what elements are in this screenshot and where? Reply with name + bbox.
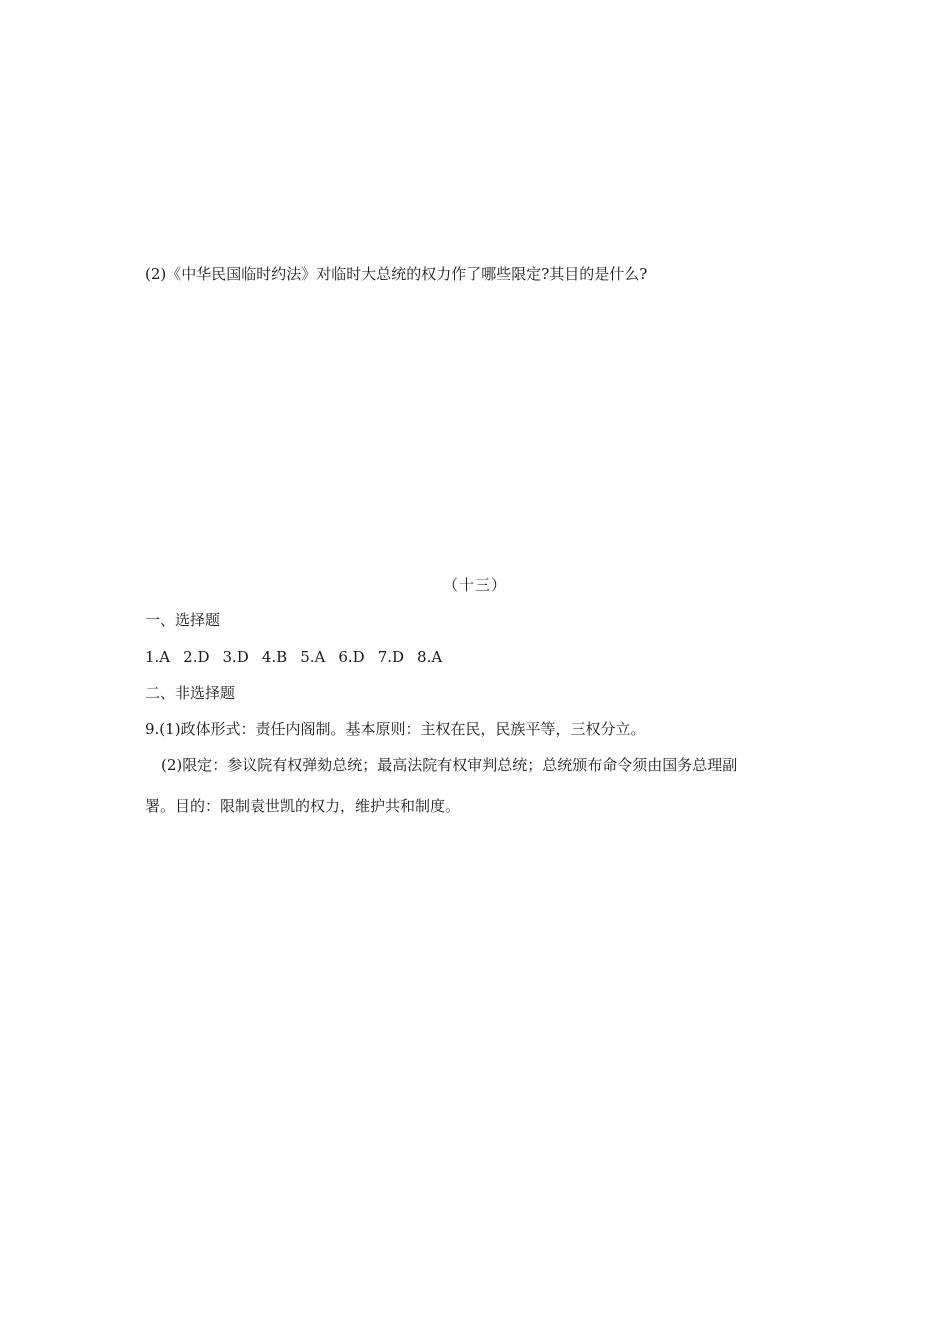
answer-item: 7.D: [377, 648, 405, 666]
answer-9-part-1: 9.(1)政体形式：责任内阁制。基本原则：主权在民，民族平等，三权分立。: [145, 720, 646, 738]
answer-9-part-2-line-2: 署。目的：限制袁世凯的权力，维护共和制度。: [145, 797, 461, 815]
answer-item: 1.A: [145, 648, 171, 666]
multiple-choice-answers: [145, 647, 442, 667]
multiple-choice-heading: 一、选择题: [145, 611, 221, 629]
answer-item: 2.D: [183, 648, 210, 666]
answer-9-part-2-line-1: (2)限定：参议院有权弹劾总统；最高法院有权审判总统；总统颁布命令须由国务总理副: [161, 756, 738, 774]
question-2-text: (2)《中华民国临时约法》对临时大总统的权力作了哪些限定?其目的是什么?: [145, 265, 648, 283]
answer-item: 3.D: [222, 648, 249, 666]
answer-item: 4.B: [261, 648, 288, 666]
answer-section-title: （十三）: [442, 576, 507, 594]
non-choice-heading: 二、非选择题: [145, 684, 236, 702]
answer-item: 6.D: [338, 648, 365, 666]
answer-item: 5.A: [300, 648, 326, 666]
answer-item: 8.A: [417, 648, 443, 666]
